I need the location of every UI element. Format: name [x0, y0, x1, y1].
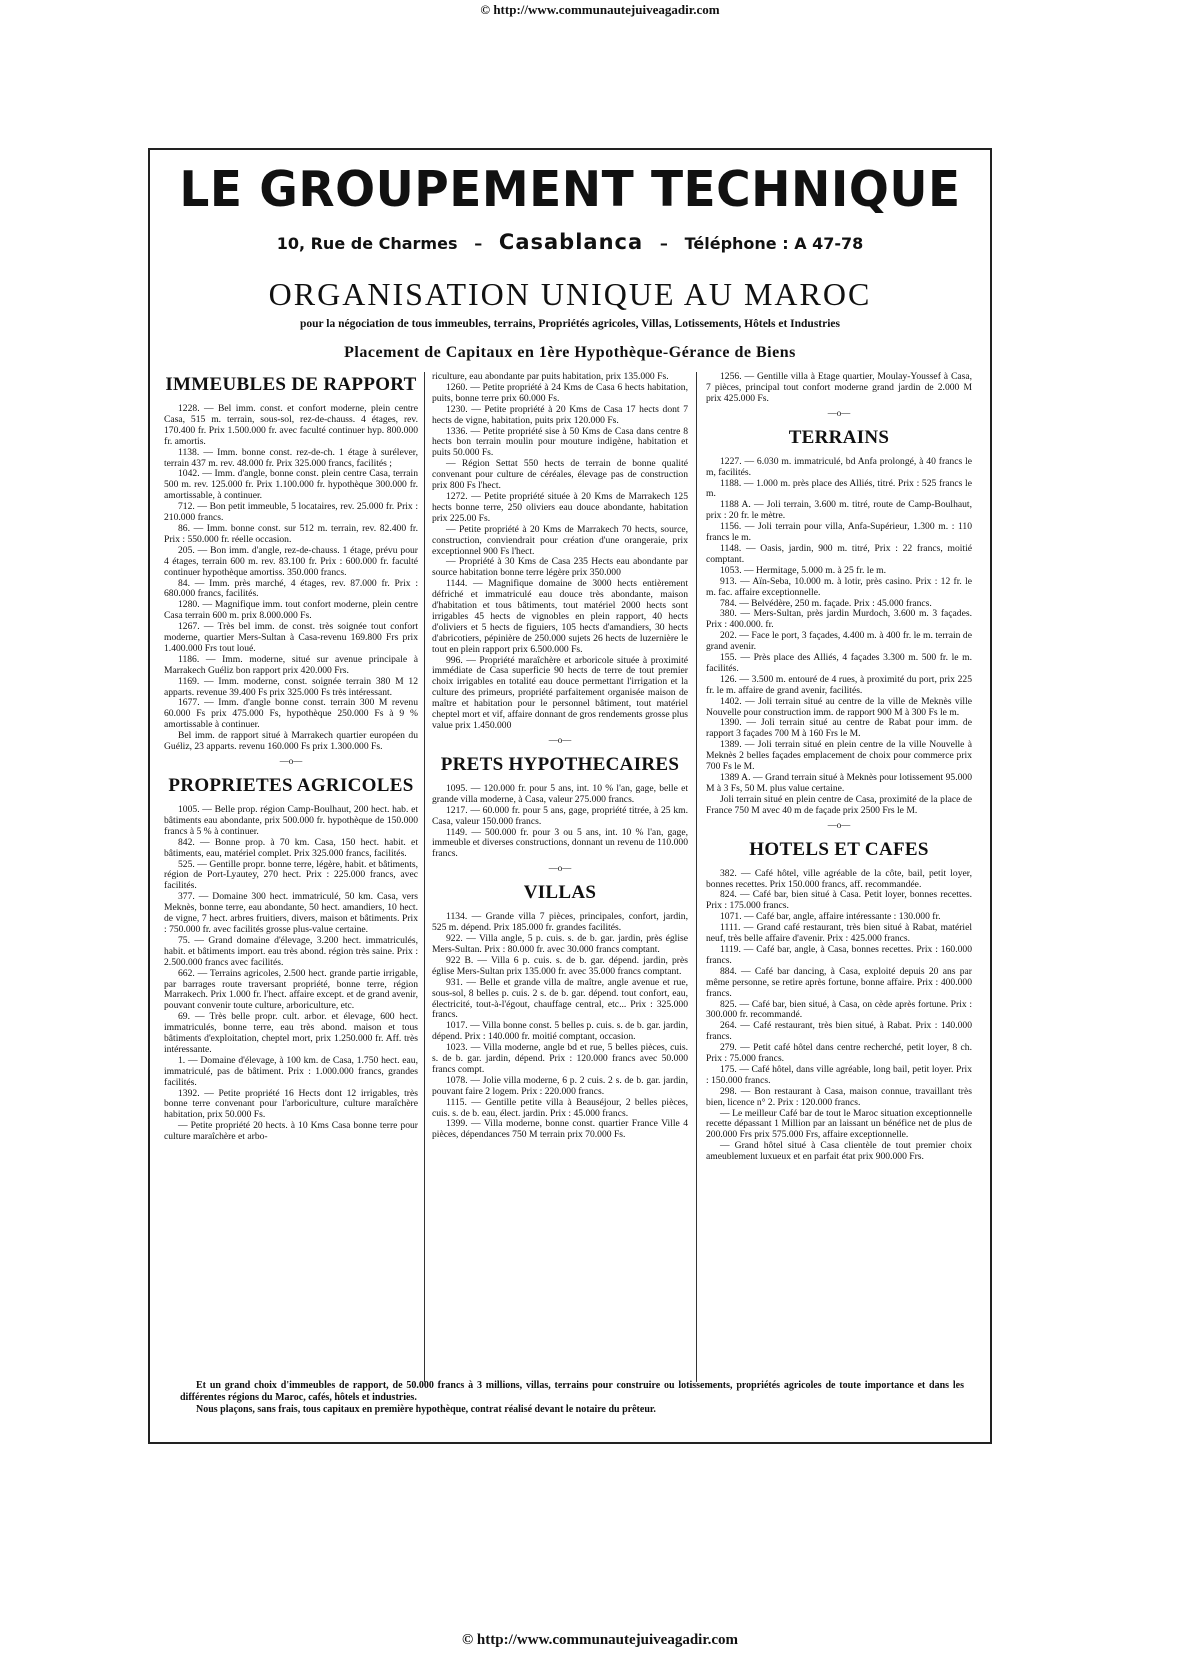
ad-address	[150, 230, 990, 254]
listing: 69. — Très belle propr. cult. arbor. et élevage, 600 hect. immatriculés, bonne terre, eau très abond. maison et tous bâtiments d'exploitation, cheptel mort, prix 1.250.000 fr. Aff. très intéressante.	[164, 1011, 418, 1055]
listing: 1095. — 120.000 fr. pour 5 ans, int. 10 % l'an, gage, belle et grande villa moderne, à Casa, valeur 275.000 francs.	[432, 782, 688, 805]
ad-slogan: ORGANISATION UNIQUE AU MAROC	[268, 276, 872, 312]
listing-group-hotels	[706, 869, 972, 1163]
listing: riculture, eau abondante par puits habitation, prix 135.000 Fs.	[432, 371, 669, 382]
listing: 377. — Domaine 300 hect. immatriculé, 50 km. Casa, vers Meknès, bonne terre, eau abondante, 50 hect. amandiers, 10 hect. de vigne, 7 hect. arbres fruitiers, divers, maison et bâtiments. Prix : 750.000 fr. avec facilités grosse plus-value certaine.	[164, 891, 418, 935]
listing: 155. — Près place des Alliés, 4 façades 3.300 m. 500 fr. le m. facilités.	[706, 652, 972, 674]
column-divider	[424, 372, 425, 1382]
section-title-terrains: TERRAINS	[788, 426, 890, 448]
listing: 1138. — Imm. bonne const. rez-de-ch. 1 étage à surélever, terrain 437 m. rev. 48.000 fr. Prix 325.000 francs, facilités ;	[164, 446, 418, 469]
listing: Joli terrain situé en plein centre de Casa, proximité de la place de France 750 M avec 40 m de façade prix 2500 Frs le M.	[706, 793, 972, 816]
listing-group-prets	[432, 784, 688, 860]
listing: 842. — Bonne prop. à 70 km. Casa, 150 hect. habit. et bâtiments, eau, matériel complet. Prix 325.000 francs, facilités.	[164, 836, 418, 859]
advertisement	[148, 148, 992, 1444]
listing: 1053. — Hermitage, 5.000 m. à 25 fr. le m.	[720, 564, 886, 576]
listing: — Grand hôtel situé à Casa clientèle de tout premier choix ameublement luxueux et en parfait état prix 900.000 Frs.	[706, 1140, 972, 1163]
listing: 1399. — Villa moderne, bonne const. quartier France Ville 4 pièces, dépendances 750 M terrain prix 70.000 Fs.	[432, 1118, 688, 1141]
listing: 1272. — Petite propriété située à 20 Kms de Marrakech 125 hects bonne terre, 250 oliviers eau douce abondante, habitation prix 225.00 Fs.	[432, 490, 688, 524]
listing: 931. — Belle et grande villa de maître, angle avenue et rue, sous-sol, 8 belles p. cuis. 2 s. de b. gar. dépend. tout confort, eau, électricité, tout-à-l'égout, chauffage central, etc... Prix : 325.000 francs.	[432, 976, 688, 1021]
listing: 1148. — Oasis, jardin, 900 m. titré, Prix : 22 francs, moitié comptant.	[706, 542, 972, 565]
section-title-prets: PRETS HYPOTHECAIRES	[440, 753, 680, 775]
listing: 1023. — Villa moderne, angle bd et rue, 5 belles pièces, cuis. s. de b. gar. jardin, dépend. Prix : 120.000 francs avec 50.000 francs compt.	[432, 1042, 688, 1075]
column-3	[706, 372, 972, 1372]
listing: 1071. — Café bar, angle, affaire intéressante : 130.000 fr.	[720, 911, 941, 923]
listing: 1078. — Jolie villa moderne, 6 p. 2 cuis. 2 s. de b. gar. jardin, pouvant faire 2 logem. Prix : 220.000 francs.	[432, 1074, 688, 1097]
listing: 1677. — Imm. d'angle bonne const. terrain 300 M revenu 60.000 Fs prix 475.000 Fs, hypothèque 250.000 Fs à 9 % amortissable à continuer.	[164, 697, 418, 731]
listing: — Le meilleur Café bar de tout le Maroc situation exceptionnelle recette dépassant 1 Million par an laissant un bénéfice net de plus de 200.000 Frs prix 575.000 Frs, affaire exceptionnelle.	[706, 1107, 972, 1141]
listing: 1042. — Imm. d'angle, bonne const. plein centre Casa, terrain 500 m. rev. 125.000 fr. Prix 1.100.000 fr. hypothèque 300.000 fr. amortissable, à continuer.	[164, 468, 418, 502]
section-title-hotels: HOTELS ET CAFES	[749, 838, 929, 860]
separator: —o—	[548, 734, 572, 745]
listing: — Région Settat 550 hects de terrain de bonne qualité convenant pour culture de céréales, élevage pas de construction prix 800 Fs l'hect.	[432, 458, 688, 492]
listing: 1217. — 60.000 fr. pour 5 ans, gage, propriété titrée, à 25 km. Casa, valeur 150.000 francs.	[432, 804, 688, 827]
listing-group-proprietes-cont	[432, 372, 688, 732]
listing: 1111. — Grand café restaurant, très bien situé à Rabat, matériel neuf, très belle affaire d'avenir. Prix : 425.000 francs.	[706, 922, 972, 945]
listing: 202. — Face le port, 3 façades, 4.400 m. à 400 fr. le m. terrain de grand avenir.	[706, 630, 972, 653]
address-city: Casablanca	[498, 230, 644, 254]
section-title-immeubles: IMMEUBLES DE RAPPORT	[165, 374, 417, 395]
listing: 1186. — Imm. moderne, situé sur avenue principale à Marrakech Guéliz bon rapport prix 420.000 Frs.	[164, 653, 418, 676]
address-street: 10, Rue de Charmes	[276, 234, 458, 253]
listing-group-proprietes	[164, 805, 418, 1143]
column-1	[164, 372, 418, 1372]
listing: 380. — Mers-Sultan, près jardin Murdoch, 3.600 m. 3 façades. Prix : 400.000. fr.	[706, 608, 972, 631]
listing: 1017. — Villa bonne const. 5 belles p. cuis. s. de b. gar. jardin, dépend. Prix : 140.000 fr. moitié comptant, occasion.	[432, 1020, 688, 1043]
listing-group-immeubles	[164, 404, 418, 753]
listing: 712. — Bon petit immeuble, 5 locataires, rev. 25.000 fr. Prix : 210.000 francs.	[164, 501, 418, 524]
listing: 662. — Terrains agricoles, 2.500 hect. grande partie irrigable, par barrages route traversant propriété, bonne terre, région Marrakech. Prix 1.000 fr. l'hect. affaire except. et de grand avenir, pouvant convenir toute culture, arboriculture, etc.	[164, 967, 418, 1012]
ad-title: LE GROUPEMENT TECHNIQUE	[179, 161, 961, 218]
column-2	[432, 372, 688, 1372]
listing: 825. — Café bar, bien situé, à Casa, on cède après fortune. Prix : 300.000 fr. recommandé.	[706, 998, 972, 1021]
listing: 1119. — Café bar, angle, à Casa, bonnes recettes. Prix : 160.000 francs.	[706, 943, 972, 966]
listing: 1115. — Gentille petite villa à Beauséjour, 2 belles pièces, cuis. s. de b. eau, élect. jardin. Prix : 45.000 francs.	[432, 1096, 688, 1119]
listing: 1280. — Magnifique imm. tout confort moderne, plein centre Casa terrain 600 m. prix 8.000.000 Fs.	[164, 599, 418, 622]
section-title-proprietes: PROPRIETES AGRICOLES	[168, 775, 414, 796]
listing: 1392. — Petite propriété 16 Hects dont 12 irrigables, très bonne terre convenant pour l'arboriculture, culture maraîchère habitation, prix 50.000 Fs.	[164, 1087, 418, 1121]
listing: 922. — Villa angle, 5 p. cuis. s. de b. gar. jardin, près église Mers-Sultan. Prix : 80.000 fr. avec 30.000 francs comptant.	[432, 933, 688, 955]
listing: 86. — Imm. bonne const. sur 512 m. terrain, rev. 82.400 fr. Prix : 550.000 fr. réelle occasion.	[164, 522, 418, 545]
listing: 1169. — Imm. moderne, const. soignée terrain 380 M 12 apparts. revenue 39.400 Fs prix 325.000 Fs très intéressant.	[164, 675, 418, 698]
separator: —o—	[548, 863, 572, 874]
site-footer-url: © http://www.communautejuiveagadir.com	[461, 1632, 739, 1648]
listing: 1256. — Gentille villa à Etage quartier, Moulay-Youssef à Casa, 7 pièces, principal tout confort moderne grand jardin de 2.000 M prix 425.000 Fs.	[706, 371, 972, 404]
closing-statement	[180, 1380, 964, 1416]
listing: — Propriété à 30 Kms de Casa 235 Hects eau abondante par source habitation bonne terre légère prix 350.000	[432, 556, 688, 579]
listing-group-villas	[432, 912, 688, 1141]
site-header-url: © http://www.communautejuiveagadir.com	[480, 2, 720, 17]
closing-line: Nous plaçons, sans frais, tous capitaux en première hypothèque, contrat réalisé devant le notaire du prêteur.	[196, 1404, 656, 1415]
closing-line: Et un grand choix d'immeubles de rapport, de 50.000 francs à 3 millions, villas, terrains pour construire ou lotissements, propriétés agricoles de toute importance et dans les différentes régions du Maroc, cafés, hôtels et industries.	[180, 1380, 964, 1403]
listing: 298. — Bon restaurant à Casa, maison connue, travaillant très bien, licence n° 2. Prix : 120.000 francs.	[706, 1085, 972, 1108]
listing: 1230. — Petite propriété à 20 Kms de Casa 17 hects dont 7 hects de vigne, habitation, puits prix 120.000 Fs.	[432, 403, 688, 426]
listing: 75. — Grand domaine d'élevage, 3.200 hect. immatriculés, habit. et bâtiments import. eau très abond. région très saine. Prix : 2.500.000 francs avec facilités.	[164, 934, 418, 968]
listing-group-villas-cont	[706, 372, 972, 405]
listing: 1228. — Bel imm. const. et confort moderne, plein centre Casa, 515 m. terrain, sous-sol, rez-de-chauss. 4 étages, rev. 170.400 fr. Prix 1.500.000 fr. avec faculté continuer hyp. 800.000 fr. amortis.	[164, 403, 418, 447]
separator: —o—	[827, 819, 851, 830]
listing: 126. — 3.500 m. entouré de 4 rues, à proximité du port, prix 225 fr. le m. affaire de grand avenir, facilités.	[706, 673, 972, 696]
listing: 1390. — Joli terrain situé au centre de Rabat pour imm. de rapport 3 façades 700 M à 160 Frs le M.	[706, 717, 972, 740]
address-phone: Téléphone : A 47-78	[684, 234, 864, 253]
listing: 1144. — Magnifique domaine de 3000 hects entièrement défriché et immatriculé eau douce très abondante, maison d'habitation et tous bâtiments, tout matériel 2000 hects sont irrigables 45 hects de vignobles en plein rapport, 40 hects d'oliviers et 5 hects de figuiers, 105 hects d'amandiers, 30 hects d'abricotiers, pépinière de 250.000 sujets 26 hects de luzernière le tout en plein rapport prix 6.500.000 Fs.	[432, 578, 688, 655]
listing: 1134. — Grande villa 7 pièces, principales, confort, jardin, 525 m. dépend. Prix 185.000 fr. grandes facilités.	[432, 911, 688, 934]
listing-group-terrains	[706, 457, 972, 817]
listing: 1389 A. — Grand terrain situé à Meknès pour lotissement 95.000 M à 3 Fs, 50 M. plus value certaine.	[706, 772, 972, 794]
listing: 264. — Café restaurant, très bien situé, à Rabat. Prix : 140.000 francs.	[706, 1020, 972, 1043]
listing: 824. — Café bar, bien situé à Casa. Petit loyer, bonnes recettes. Prix : 175.000 francs.	[706, 889, 972, 912]
listing: 1156. — Joli terrain pour villa, Anfa-Supérieur, 1.300 m. : 110 francs le m.	[706, 521, 972, 544]
listing: 1005. — Belle prop. région Camp-Boulhaut, 200 hect. hab. et bâtiments eau abondante, prix 500.000 fr. hypothèque de 150.000 francs à 5 % à continuer.	[164, 804, 418, 837]
listing: 205. — Bon imm. d'angle, rez-de-chauss. 1 étage, prévu pour 4 étages, terrain 600 m. rev. 83.100 fr. Prix : 600.000 fr. faculté continuer hypothèque amortiss. 350.000 francs.	[164, 544, 418, 578]
listing: 175. — Café hôtel, dans ville agréable, long bail, petit loyer. Prix : 150.000 francs.	[706, 1063, 972, 1086]
listing: 1389. — Joli terrain situé en plein centre de la ville Nouvelle à Meknès 2 belles façades emplacement de choix pour commerce prix 700 Fs le M.	[706, 739, 972, 773]
listing: 922 B. — Villa 6 p. cuis. s. de b. gar. dépend. jardin, près église Mers-Sultan prix 135.000 fr. avec 35.000 francs comptant.	[432, 954, 688, 977]
listing: 1149. — 500.000 fr. pour 3 ou 5 ans, int. 10 % l'an, gage, immeuble et diverses constructions, donnant un revenu de 110.000 francs.	[432, 826, 688, 860]
listing: 279. — Petit café hôtel dans centre recherché, petit loyer, 8 ch. Prix : 75.000 francs.	[706, 1042, 972, 1065]
listing: 1260. — Petite propriété à 24 Kms de Casa 6 hects habitation, puits, bonne terre prix 60.000 Fs.	[432, 381, 688, 404]
ad-subline: pour la négociation de tous immeubles, terrains, Propriétés agricoles, Villas, Lotissements, Hôtels et Industries	[299, 318, 841, 330]
listing: 84. — Imm. près marché, 4 étages, rev. 87.000 fr. Prix : 680.000 francs, facilités.	[164, 577, 418, 600]
separator: —o—	[827, 407, 851, 418]
listing: 784. — Belvédère, 250 m. façade. Prix : 45.000 francs.	[720, 597, 932, 609]
listing: 1402. — Joli terrain situé au centre de la ville de Meknès ville Nouvelle pour construction imm. de rapport 900 M à 300 Fs le m.	[706, 695, 972, 718]
listing: — Petite propriété à 20 Kms de Marrakech 70 hects, source, construction, conviendrait pour création d'une orangeraie, prix exceptionnel 900 Fs l'hect.	[432, 523, 688, 557]
ad-placement: Placement de Capitaux en 1ère Hypothèque-Gérance de Biens	[344, 344, 796, 361]
listing: 884. — Café bar dancing, à Casa, exploité depuis 20 ans par même personne, se retire après fortune, bonne affaire. Prix : 400.000 francs.	[706, 965, 972, 999]
listing: 996. — Propriété maraîchère et arboricole située à proximité immédiate de Casa superficie 90 hects de terre de tout premier choix irrigables en totalité eau douce permettant l'irrigation et la culture des primeurs, propriété parfaitement organisée maison de maître et habitation pour le personnel bâtiment, tout matériel cheptel mort et vif, affaire donnant de gros rendements grosse plus value prix 1.450.000	[432, 654, 688, 731]
listing: 1188. — 1.000 m. près place des Alliés, titré. Prix : 525 francs le m.	[706, 477, 972, 500]
section-title-villas: VILLAS	[523, 882, 597, 904]
listing: 382. — Café hôtel, ville agréable de la côte, bail, petit loyer, bonnes recettes. Prix 150.000 francs, aff. recommandée.	[706, 867, 972, 890]
separator: —o—	[279, 756, 303, 766]
listing: 1227. — 6.030 m. immatriculé, bd Anfa prolongé, à 40 francs le m, facilités.	[706, 455, 972, 478]
column-divider	[696, 372, 697, 1382]
listing: — Petite propriété 20 hects. à 10 Kms Casa bonne terre pour culture maraîchère et arbo-	[164, 1120, 418, 1143]
listing: 1267. — Très bel imm. de const. très soignée tout confort moderne, quartier Mers-Sultan à Casa-revenu 169.800 Frs prix 1.400.000 Frs tout loué.	[164, 621, 418, 654]
listing: 913. — Aïn-Seba, 10.000 m. à lotir, près casino. Prix : 12 fr. le m. fac. affaire exceptionnelle.	[706, 575, 972, 598]
listing: 1188 A. — Joli terrain, 3.600 m. titré, route de Camp-Boulhaut, prix : 20 fr. le mètre.	[706, 499, 972, 522]
address-dash: –	[659, 234, 668, 253]
address-dash: –	[474, 234, 483, 253]
listing: 525. — Gentille propr. bonne terre, légère, habit. et bâtiments, région de Port-Lyautey, 270 hect. Prix : 225.000 francs, avec facilités.	[164, 858, 418, 892]
listing: Bel imm. de rapport situé à Marrakech quartier européen du Guéliz, 23 apparts. revenu 160.000 Fs prix 1.300.000 Fs.	[164, 730, 418, 753]
listing: 1. — Domaine d'élevage, à 100 km. de Casa, 1.750 hect. eau, immatriculé, pas de bâtiment. Prix : 1.000.000 francs, grandes facilités.	[164, 1054, 418, 1088]
listing: 1336. — Petite propriété sise à 50 Kms de Casa dans centre 8 hects bon terrain moulin pour mouture indigène, habitation et puits 50.000 Fs.	[432, 425, 688, 459]
